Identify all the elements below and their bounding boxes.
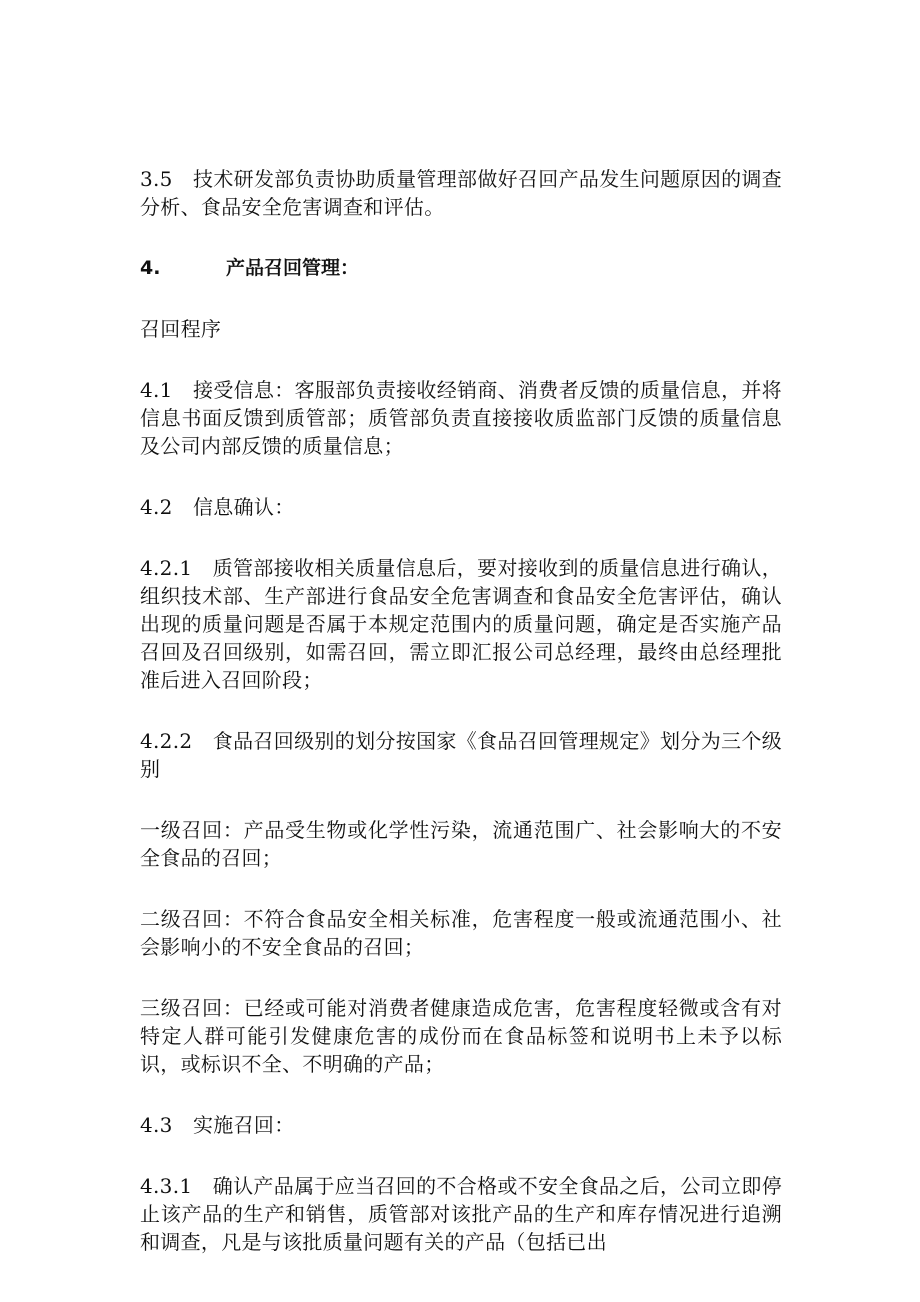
paragraph-4-3: 4.3 实施召回： [140, 1113, 295, 1137]
section-heading-4 [140, 254, 782, 282]
paragraph-4-1: 4.1 接受信息：客服部负责接收经销商、消费者反馈的质量信息，并将信息书面反馈到质管部；质管部负责直接接收质监部门反馈的质量信息及公司内部反馈的质量信息； [140, 378, 782, 458]
paragraph-4-3-1: 4.3.1 确认产品属于应当召回的不合格或不安全食品之后，公司立即停止该产品的生产和销售，质管部对该批产品的生产和库存情况进行追溯和调查，凡是与该批质量问题有关的产品（包括已出 [140, 1174, 782, 1254]
paragraph-4-2: 4.2 信息确认： [140, 495, 295, 519]
recall-procedure-label: 召回程序 [140, 317, 222, 341]
recall-level-2: 二级召回：不符合食品安全相关标准，危害程度一般或流通范围小、社会影响小的不安全食品的召回； [140, 907, 782, 959]
section-number: 4. [140, 257, 161, 279]
paragraph-3-5: 3.5 技术研发部负责协助质量管理部做好召回产品发生问题原因的调查分析、食品安全危害调查和评估。 [140, 167, 782, 219]
recall-level-1: 一级召回：产品受生物或化学性污染，流通范围广、社会影响大的不安全食品的召回； [140, 818, 782, 870]
paragraph-4-2-1: 4.2.1 质管部接收相关质量信息后，要对接收到的质量信息进行确认，组织技术部、生产部进行食品安全危害调查和食品安全危害评估，确认出现的质量问题是否属于本规定范围内的质量问题，确定是否实施产品召回及召回级别，如需召回，需立即汇报公司总经理，最终由总经理批准后进入召回阶段； [140, 556, 782, 692]
paragraph-4-2-2: 4.2.2 食品召回级别的划分按国家《食品召回管理规定》划分为三个级别 [140, 729, 782, 781]
section-title: 产品召回管理： [226, 257, 360, 279]
document-page [140, 165, 782, 1289]
recall-level-3: 三级召回：已经或可能对消费者健康造成危害，危害程度轻微或含有对特定人群可能引发健康危害的成份而在食品标签和说明书上未予以标识，或标识不全、不明确的产品； [140, 996, 782, 1076]
